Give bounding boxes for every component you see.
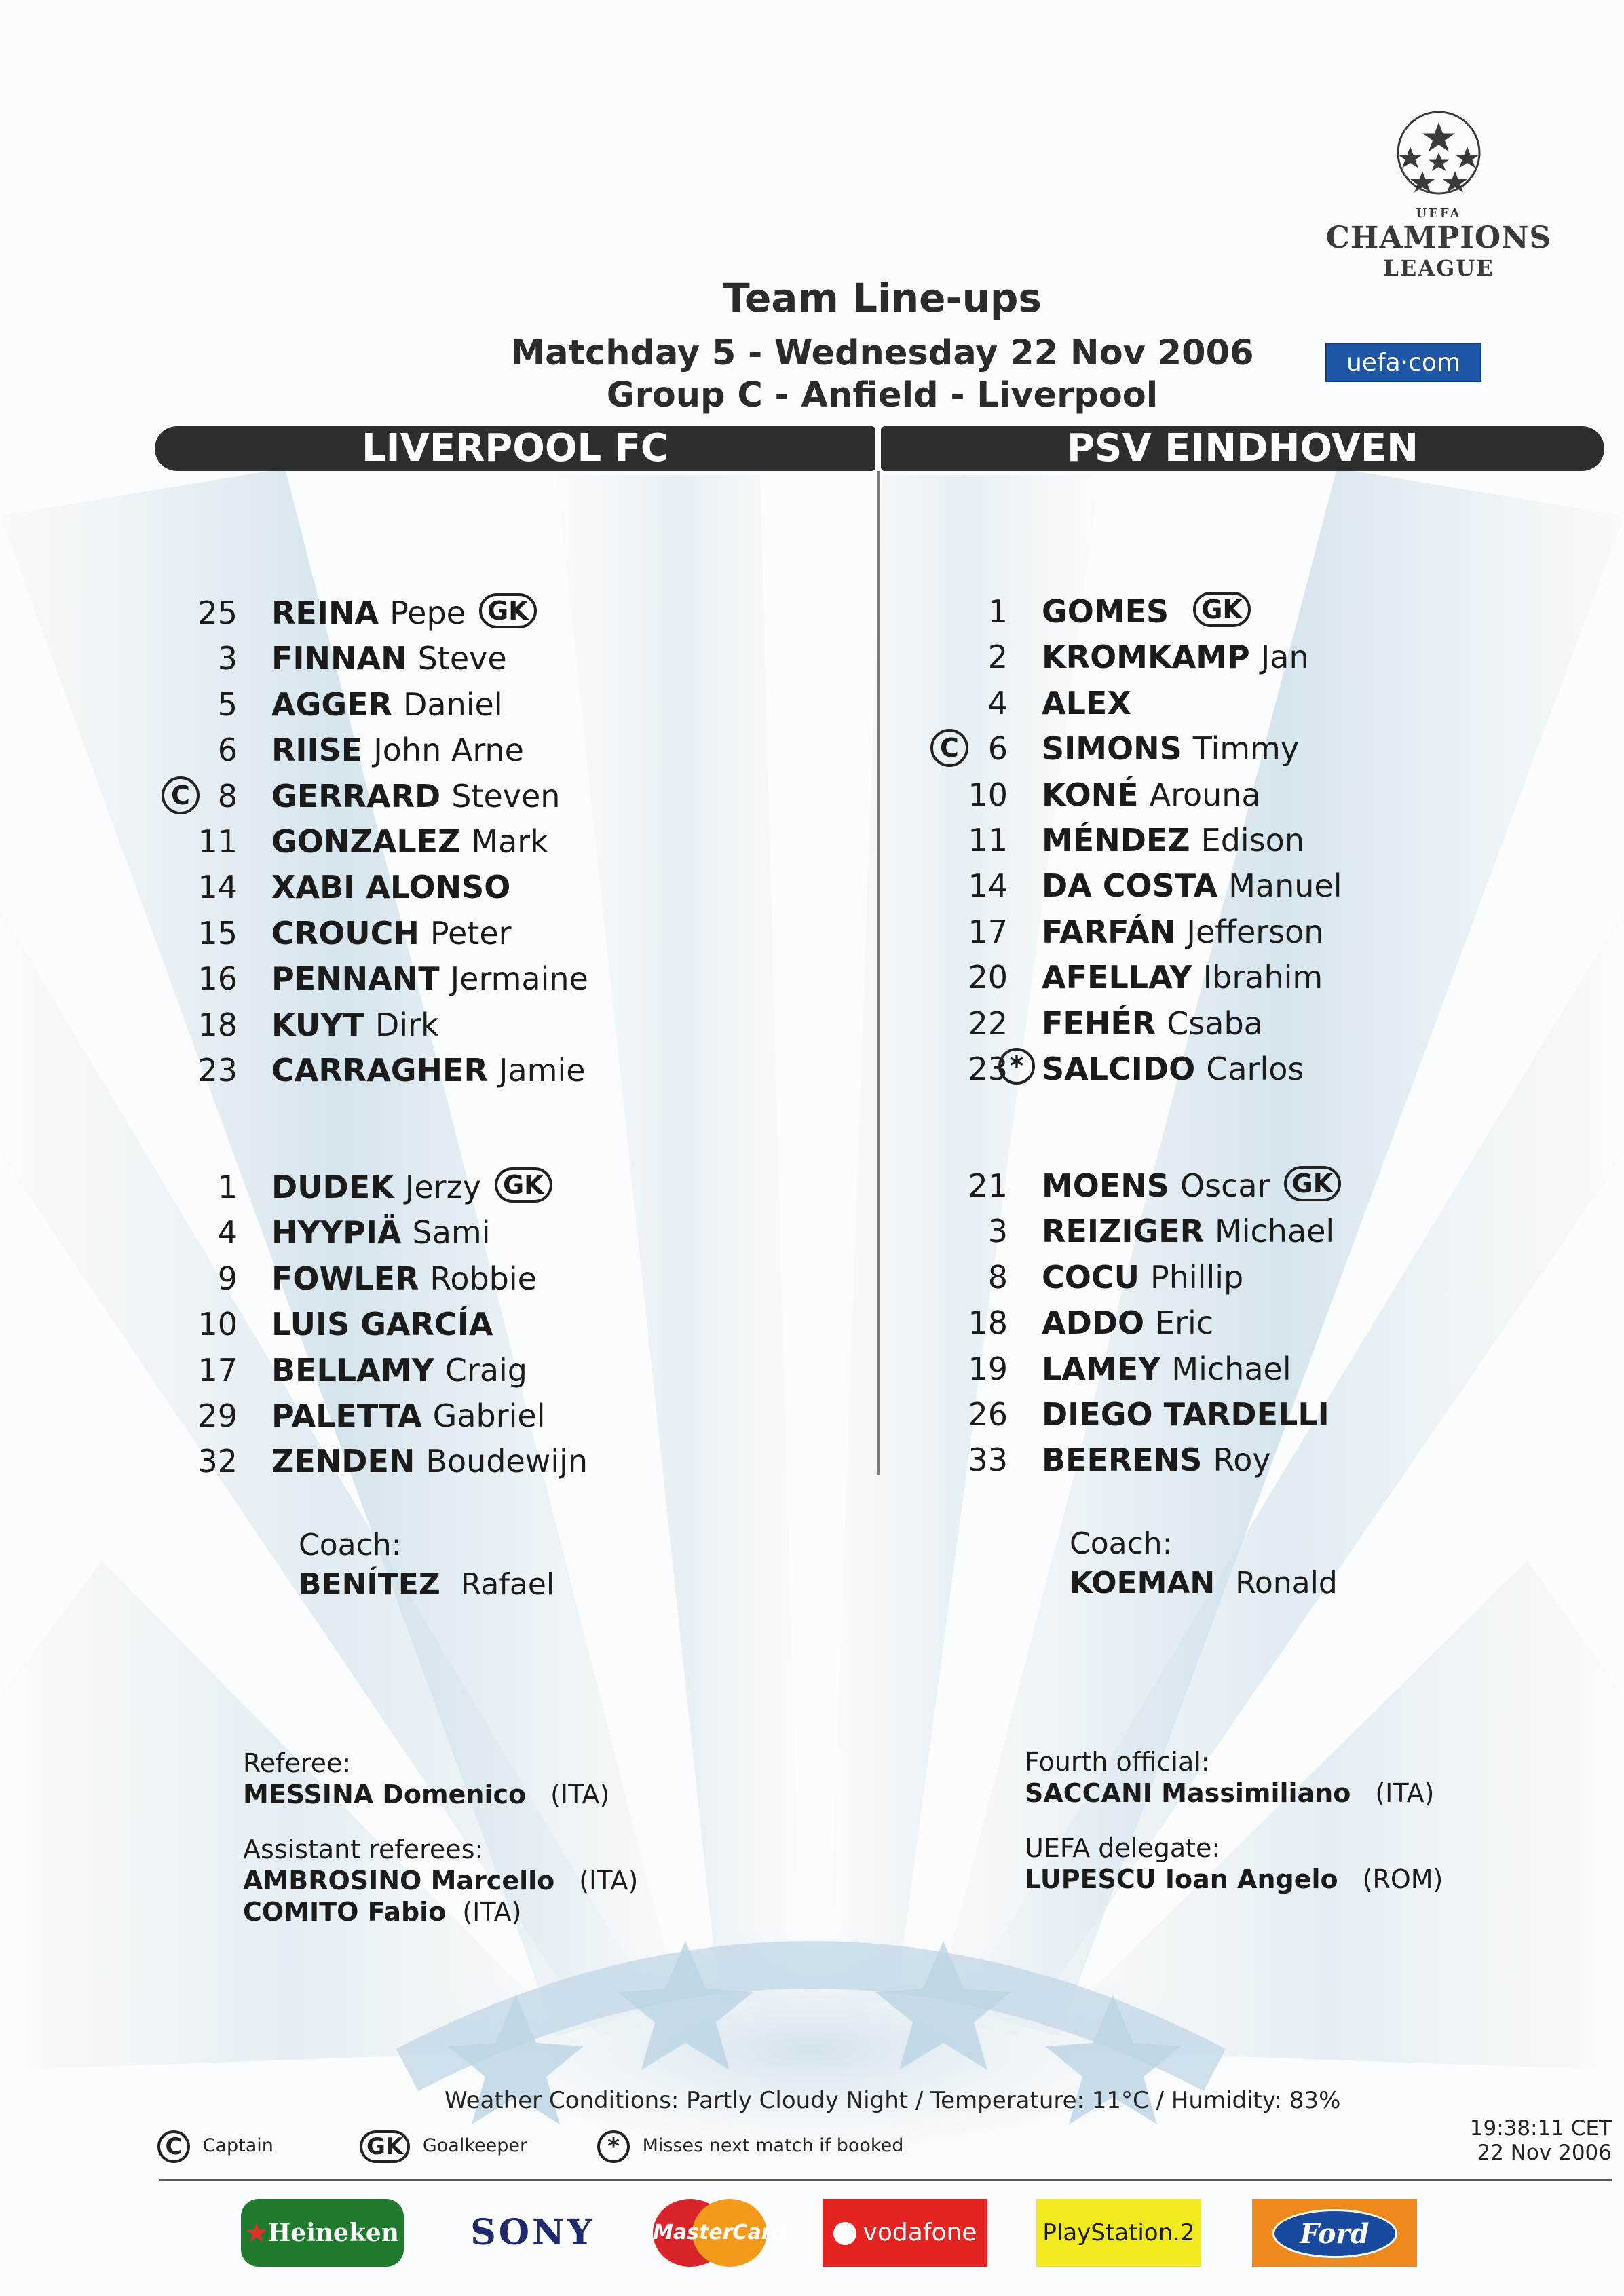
home-coach: [299, 1526, 554, 1604]
referee-block: [243, 1748, 609, 1810]
player-row: [163, 774, 706, 819]
player-row: [163, 1002, 706, 1048]
player-row: [933, 1300, 1544, 1346]
shirt-number: 6: [987, 730, 1008, 768]
player-surname: MÉNDEZ: [1042, 821, 1190, 859]
shirt-number: 5: [217, 685, 238, 723]
away-team-name: PSV EINDHOVEN: [881, 426, 1604, 471]
shirt-number: 19: [968, 1350, 1008, 1387]
shirt-number: 10: [197, 1306, 238, 1343]
player-first-name: Ibrahim: [1203, 959, 1323, 996]
player-surname: KROMKAMP: [1042, 639, 1250, 676]
player-row: [163, 911, 706, 956]
player-row: [933, 1163, 1544, 1209]
player-surname: CROUCH: [271, 914, 419, 952]
champions-league-logo: [1283, 102, 1595, 281]
player-row: [933, 1347, 1544, 1392]
vodafone-wordmark: vodafone: [863, 2219, 977, 2246]
player-row: [933, 681, 1544, 726]
heineken-logo: [241, 2199, 404, 2267]
shirt-number: 15: [197, 914, 238, 952]
print-date: 22 Nov 2006: [1477, 2141, 1612, 2165]
player-surname: GERRARD: [271, 777, 441, 814]
player-first-name: Carlos: [1206, 1050, 1304, 1087]
player-row: [933, 1209, 1544, 1254]
player-surname: REIZIGER: [1042, 1213, 1205, 1250]
fourth-official-name: SACCANI Massimiliano: [1025, 1778, 1351, 1808]
shirt-number: 8: [987, 1258, 1008, 1296]
shirt-number: 18: [197, 1006, 238, 1043]
player-row: [933, 863, 1544, 909]
shirt-number: 4: [987, 684, 1008, 721]
shirt-number: 25: [197, 595, 238, 631]
player-first-name: Jefferson: [1186, 913, 1324, 950]
shirt-number: 33: [968, 1442, 1008, 1479]
captain-legend-label: Captain: [202, 2135, 273, 2156]
player-surname: MOENS: [1042, 1167, 1169, 1204]
player-surname: ADDO: [1042, 1304, 1145, 1342]
shirt-number: 2: [987, 639, 1008, 676]
mastercard-logo: [653, 2199, 786, 2267]
shirt-number: 1: [217, 1169, 238, 1205]
coach-surname: BENÍTEZ: [299, 1567, 440, 1602]
player-first-name: Jamie: [498, 1051, 586, 1089]
coach-label: Coach:: [299, 1528, 402, 1562]
coach-first-name: Ronald: [1235, 1566, 1338, 1600]
player-first-name: Sami: [412, 1214, 491, 1251]
player-first-name: Edison: [1201, 821, 1304, 859]
shirt-number: 26: [968, 1395, 1008, 1433]
legend-goalkeeper: [360, 2128, 527, 2164]
vodafone-logo: [823, 2199, 987, 2267]
player-row: [163, 590, 706, 636]
player-first-name: Gabriel: [432, 1397, 546, 1434]
weather-conditions: Weather Conditions: Partly Cloudy Night / Temperature: 11°C / Humidity: 83%: [445, 2087, 1341, 2114]
player-first-name: Jermaine: [450, 960, 588, 998]
player-row: [163, 1165, 706, 1210]
player-surname: BEERENS: [1042, 1442, 1203, 1479]
player-first-name: Robbie: [430, 1260, 537, 1297]
player-surname: AFELLAY: [1042, 959, 1192, 996]
shirt-number: 10: [968, 776, 1008, 813]
delegate-name: LUPESCU Ioan Angelo: [1025, 1864, 1338, 1894]
assistant-name: AMBROSINO Marcello: [243, 1866, 555, 1896]
player-row: [933, 1437, 1544, 1483]
player-surname: KONÉ: [1042, 776, 1139, 813]
shirt-number: 3: [217, 640, 238, 677]
goalkeeper-badge: GK: [1193, 592, 1251, 627]
red-star-icon: ★: [246, 2219, 268, 2247]
player-row: [163, 728, 706, 773]
coach-label: Coach:: [1070, 1526, 1173, 1561]
player-surname: PALETTA: [271, 1397, 422, 1434]
shirt-number: 6: [217, 732, 238, 769]
player-surname: CARRAGHER: [271, 1051, 488, 1089]
player-first-name: Jerzy: [404, 1169, 481, 1205]
league-wordmark: LEAGUE: [1383, 255, 1494, 281]
player-row: [163, 819, 706, 865]
player-first-name: Timmy: [1192, 730, 1300, 768]
delegate-label: UEFA delegate:: [1025, 1833, 1221, 1863]
shirt-number: 22: [968, 1004, 1008, 1042]
referee-nationality: (ITA): [550, 1780, 610, 1809]
page-title: Team Line-ups: [723, 275, 1042, 321]
shirt-number: 32: [197, 1443, 238, 1480]
captain-badge: C: [930, 729, 968, 767]
player-row: [163, 1210, 706, 1256]
shirt-number: 17: [968, 913, 1008, 950]
referee-label: Referee:: [243, 1748, 352, 1778]
player-surname: SIMONS: [1042, 730, 1182, 768]
player-row: [933, 1255, 1544, 1300]
player-row: [163, 636, 706, 681]
venue-line: Group C - Anfield - Liverpool: [606, 375, 1158, 415]
player-first-name: Arouna: [1149, 776, 1261, 813]
player-surname: SALCIDO: [1042, 1050, 1196, 1087]
home-team-name: LIVERPOOL FC: [155, 426, 875, 471]
player-row: [163, 1439, 706, 1484]
player-surname: KUYT: [271, 1006, 364, 1043]
player-row: [163, 1302, 706, 1347]
uefa-wordmark: UEFA: [1416, 206, 1462, 221]
player-first-name: Peter: [430, 914, 512, 952]
assistant-referees-block: [243, 1834, 638, 1927]
fourth-official-nationality: (ITA): [1375, 1778, 1435, 1808]
uefa-com-badge: uefa·com: [1325, 343, 1481, 382]
player-surname: ZENDEN: [271, 1443, 415, 1480]
goalkeeper-badge: GK: [495, 1167, 552, 1203]
player-row: [163, 1348, 706, 1393]
timestamp: [1439, 2116, 1612, 2165]
uefa-delegate-block: [1025, 1832, 1443, 1895]
playstation2-logo: PlayStation.2: [1036, 2199, 1201, 2267]
player-row: [163, 865, 706, 910]
shirt-number: 4: [217, 1214, 238, 1251]
shirt-number: 8: [217, 777, 238, 814]
shirt-number: 18: [968, 1304, 1008, 1342]
legend-booking: [597, 2128, 903, 2164]
player-surname: XABI ALONSO: [271, 869, 511, 906]
player-first-name: John Arne: [373, 732, 524, 769]
shirt-number: 11: [968, 821, 1008, 859]
goalkeeper-symbol: GK: [360, 2130, 410, 2163]
sony-logo: SONY: [470, 2212, 595, 2253]
player-surname: DUDEK: [271, 1169, 394, 1205]
player-surname: FARFÁN: [1042, 913, 1176, 950]
player-row: [933, 726, 1544, 772]
assistant-name: COMITO Fabio: [243, 1897, 447, 1927]
ford-logo: [1252, 2199, 1417, 2267]
vodafone-speechmark-icon: [833, 2222, 856, 2245]
away-coach: [1070, 1524, 1338, 1603]
champions-wordmark: CHAMPIONS: [1325, 221, 1552, 255]
player-row: [933, 1047, 1544, 1092]
player-row: [933, 1392, 1544, 1437]
referee-name: MESSINA Domenico: [243, 1780, 527, 1809]
delegate-nationality: (ROM): [1362, 1864, 1443, 1894]
player-first-name: Mark: [471, 823, 548, 860]
player-first-name: Pepe: [390, 595, 466, 631]
player-surname: LAMEY: [1042, 1350, 1161, 1387]
player-surname: GOMES: [1042, 593, 1169, 630]
player-row: [933, 589, 1544, 635]
shirt-number: 9: [217, 1260, 238, 1297]
home-substitutes: [163, 1165, 706, 1485]
player-first-name: Dirk: [375, 1006, 439, 1043]
player-row: [933, 772, 1544, 818]
shirt-number: 11: [197, 823, 238, 860]
player-first-name: Roy: [1213, 1442, 1271, 1479]
coach-first-name: Rafael: [460, 1567, 555, 1602]
shirt-number: 20: [968, 959, 1008, 996]
player-first-name: Jan: [1260, 639, 1309, 676]
player-surname: FEHÉR: [1042, 1004, 1156, 1042]
legend-captain: [157, 2128, 273, 2164]
player-surname: BELLAMY: [271, 1351, 434, 1389]
footer-rule: [159, 2179, 1612, 2181]
player-first-name: Daniel: [402, 685, 503, 723]
mastercard-wordmark: MasterCard: [653, 2221, 786, 2244]
player-surname: DA COSTA: [1042, 867, 1218, 905]
ford-oval-wordmark: Ford: [1272, 2209, 1397, 2258]
away-starting-lineup: [933, 589, 1544, 1092]
player-first-name: Craig: [445, 1351, 527, 1389]
shirt-number: 23: [197, 1051, 238, 1089]
booking-legend-label: Misses next match if booked: [642, 2135, 904, 2156]
assistant-nationality: (ITA): [579, 1866, 639, 1896]
player-row: [163, 1256, 706, 1302]
shirt-number: 16: [197, 960, 238, 998]
player-row: [163, 682, 706, 728]
player-row: [933, 1001, 1544, 1047]
assistant-nationality: (ITA): [462, 1897, 522, 1927]
starball-icon: [1388, 102, 1490, 204]
shirt-number: 3: [987, 1213, 1008, 1250]
fourth-official-label: Fourth official:: [1025, 1747, 1210, 1777]
player-row: [163, 1048, 706, 1093]
shirt-number: 17: [197, 1351, 238, 1389]
suspension-warning-badge: *: [998, 1048, 1035, 1085]
player-row: [933, 909, 1544, 955]
player-surname: PENNANT: [271, 960, 440, 998]
player-surname: GONZALEZ: [271, 823, 461, 860]
star-symbol: *: [597, 2130, 630, 2163]
player-surname: REINA: [271, 595, 379, 631]
coach-surname: KOEMAN: [1070, 1566, 1215, 1600]
shirt-number: 29: [197, 1397, 238, 1434]
shirt-number: 14: [197, 869, 238, 906]
player-first-name: Eric: [1155, 1304, 1214, 1342]
player-row: [163, 1393, 706, 1439]
player-surname: ALEX: [1042, 684, 1131, 721]
shirt-number: 21: [968, 1167, 1008, 1204]
player-first-name: Manuel: [1228, 867, 1342, 905]
fourth-official-block: [1025, 1746, 1434, 1809]
player-first-name: Boudewijn: [426, 1443, 588, 1480]
player-first-name: Steve: [417, 640, 507, 677]
player-first-name: Michael: [1215, 1213, 1335, 1250]
goalkeeper-badge: GK: [1284, 1166, 1342, 1201]
player-surname: FOWLER: [271, 1260, 419, 1297]
matchday-line: Matchday 5 - Wednesday 22 Nov 2006: [510, 333, 1254, 373]
player-first-name: Michael: [1171, 1350, 1291, 1387]
player-surname: DIEGO TARDELLI: [1042, 1395, 1329, 1433]
player-row: [933, 635, 1544, 680]
goalkeeper-legend-label: Goalkeeper: [422, 2135, 528, 2156]
heineken-wordmark: Heineken: [267, 2219, 399, 2247]
player-surname: LUIS GARCÍA: [271, 1306, 493, 1343]
player-first-name: Oscar: [1179, 1167, 1270, 1204]
shirt-number: 1: [987, 593, 1008, 630]
player-surname: RIISE: [271, 732, 363, 769]
player-row: [163, 956, 706, 1002]
player-row: [933, 955, 1544, 1000]
player-first-name: Phillip: [1150, 1258, 1244, 1296]
shirt-number: 23: [968, 1050, 1008, 1087]
player-row: [933, 818, 1544, 863]
player-first-name: Steven: [451, 777, 561, 814]
goalkeeper-badge: GK: [479, 593, 537, 628]
player-surname: HYYPIÄ: [271, 1214, 402, 1251]
player-surname: COCU: [1042, 1258, 1139, 1296]
captain-symbol: C: [157, 2130, 190, 2163]
away-substitutes: [933, 1163, 1544, 1484]
captain-badge: C: [162, 776, 200, 814]
player-surname: FINNAN: [271, 640, 407, 677]
player-surname: AGGER: [271, 685, 392, 723]
shirt-number: 14: [968, 867, 1008, 905]
column-divider: [877, 471, 880, 1475]
home-starting-lineup: [163, 590, 706, 1093]
player-first-name: Csaba: [1167, 1004, 1263, 1042]
assistants-label: Assistant referees:: [243, 1834, 484, 1864]
print-time: 19:38:11 CET: [1469, 2116, 1612, 2141]
